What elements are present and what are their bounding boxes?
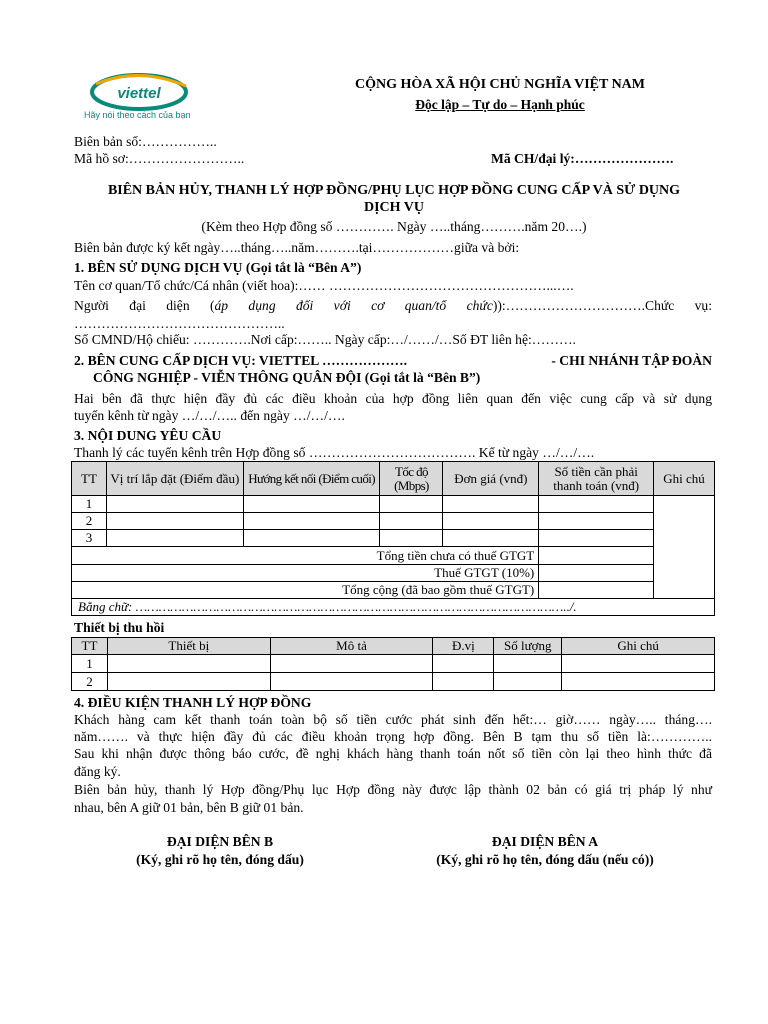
subtotal-row (72, 547, 715, 565)
col-note: Ghi chú (654, 462, 715, 496)
col-start-point: Vị trí lắp đặt (Điểm đầu) (106, 462, 243, 496)
equipment-table (71, 637, 715, 691)
total-value[interactable] (539, 582, 654, 599)
subtotal-value[interactable] (539, 547, 654, 565)
viettel-logo (84, 70, 204, 128)
record-number: Biên bản số:…………….. (74, 134, 217, 149)
vat-row (72, 565, 715, 582)
col-unit-price: Đơn giá (vnđ) (443, 462, 539, 496)
section2-heading-b: - CHI NHÁNH TẬP ĐOÀN (551, 353, 712, 368)
row-number: 1 (72, 655, 108, 673)
cell-price[interactable] (443, 530, 539, 547)
cell-unit[interactable] (433, 673, 494, 691)
section4-p1a: Khách hàng cam kết thanh toán toàn bộ số tiền cước phát sinh đến hết:… giờ…… ngày….. tháng…. (74, 712, 712, 727)
cell-device[interactable] (107, 655, 270, 673)
cell-speed[interactable] (380, 513, 443, 530)
rep-italic-note: áp dụng đối với cơ quan/tổ chức (214, 298, 493, 313)
cell-amount[interactable] (539, 496, 654, 513)
doc-title-line1: BIÊN BẢN HỦY, THANH LÝ HỢP ĐỒNG/PHỤ LỤC HỢP ĐỒNG CUNG CẤP VÀ SỬ DỤNG (107, 183, 681, 198)
logo-brand-text: viettel (117, 85, 161, 102)
national-motto: Độc lập – Tự do – Hạnh phúc (415, 97, 585, 112)
cell-start[interactable] (106, 496, 243, 513)
cell-device[interactable] (107, 673, 270, 691)
cell-description[interactable] (270, 673, 433, 691)
rep-position: )):………………………….Chức vụ: (492, 298, 712, 313)
cell-quantity[interactable] (494, 673, 562, 691)
sign-b-title: ĐẠI DIỆN BÊN B (166, 834, 274, 849)
section3-heading: 3. NỘI DUNG YÊU CẦU (74, 428, 222, 443)
sign-b-note: (Ký, ghi rõ họ tên, đóng dấu) (136, 852, 304, 867)
cell-note[interactable] (562, 673, 715, 691)
section4-p1c: Sau khi nhận được thông báo cước, đề nghị khách hàng thanh toán nốt số tiền còn lại theo hình thức đã (74, 746, 712, 761)
logo-tagline: Hãy nói theo cách của bạn (84, 110, 191, 120)
col-end-point: Hướng kết nối (Điểm cuối) (243, 462, 380, 496)
table-row (72, 655, 715, 673)
table-row (72, 513, 715, 530)
cell-price[interactable] (443, 496, 539, 513)
section4-p1d: đăng ký. (74, 764, 121, 779)
table-row (72, 673, 715, 691)
table-row (72, 530, 715, 547)
row-number: 2 (72, 513, 107, 530)
equipment-table-header (72, 638, 715, 655)
vat-label: Thuế GTGT (10%) (72, 565, 539, 582)
row-number: 2 (72, 673, 108, 691)
national-header: CỘNG HÒA XÃ HỘI CHỦ NGHĨA VIỆT NAM (354, 77, 645, 92)
equipment-title: Thiết bị thu hồi (74, 620, 165, 635)
section2-heading-c: CÔNG NGHIỆP - VIỄN THÔNG QUÂN ĐỘI (Gọi tắt là “Bên B”) (93, 370, 481, 385)
vat-value[interactable] (539, 565, 654, 582)
cell-end[interactable] (243, 496, 380, 513)
col-note: Ghi chú (562, 638, 715, 655)
dossier-code: Mã hồ sơ:…………………….. (74, 151, 245, 166)
col-description: Mô tả (270, 638, 433, 655)
cell-price[interactable] (443, 513, 539, 530)
section1-heading: 1. BÊN SỬ DỤNG DỊCH VỤ (Gọi tắt là “Bên A”) (74, 260, 362, 275)
cell-amount[interactable] (539, 530, 654, 547)
row-number: 3 (72, 530, 107, 547)
cell-unit[interactable] (433, 655, 494, 673)
cell-speed[interactable] (380, 530, 443, 547)
cell-amount[interactable] (539, 513, 654, 530)
section4-p2b: nhau, bên A giữ 01 bản, bên B giữ 01 bản. (74, 800, 304, 815)
party-a-org: Tên cơ quan/Tổ chức/Cá nhân (viết hoa):…… …………………………………………...…. (74, 278, 574, 293)
section3-intro: Thanh lý các tuyến kênh trên Hợp đồng số ………………………………. Kể từ ngày …/…/…. (74, 445, 595, 460)
section4-heading: 4. ĐIỀU KIỆN THANH LÝ HỢP ĐỒNG (74, 695, 312, 710)
col-speed: Tốc độ (Mbps) (380, 462, 443, 496)
col-amount: Số tiền cần phải thanh toán (vnđ) (539, 462, 654, 496)
sign-a-note: (Ký, ghi rõ họ tên, đóng dấu (nếu có)) (436, 852, 654, 867)
cell-note[interactable] (654, 496, 715, 599)
section4-p1b: năm……. và thực hiện đầy đủ các điều khoản trọng hợp đồng. Bên B tạm thu số tiền là:………….. (74, 729, 712, 744)
sign-a-title: ĐẠI DIỆN BÊN A (491, 834, 599, 849)
table-row (72, 496, 715, 513)
col-tt: TT (72, 638, 108, 655)
cell-speed[interactable] (380, 496, 443, 513)
total-row (72, 582, 715, 599)
cell-start[interactable] (106, 530, 243, 547)
row-number: 1 (72, 496, 107, 513)
section2-para-a: Hai bên đã thực hiện đầy đủ các điều khoản của hợp đồng liên quan đến việc cung cấp và sử dụng (74, 391, 712, 406)
channel-table-header (72, 462, 715, 496)
section2-heading-a: 2. BÊN CUNG CẤP DỊCH VỤ: VIETTEL ………………. (74, 353, 407, 368)
col-device: Thiết bị (107, 638, 270, 655)
section4-p2a: Biên bản hủy, thanh lý Hợp đồng/Phụ lục Hợp đồng này được lập thành 02 bản có giá trị pháp lý như (74, 782, 712, 797)
doc-subtitle: (Kèm theo Hợp đồng số …………. Ngày …..tháng……….năm 20….) (201, 219, 587, 234)
amount-in-words-row (72, 599, 715, 616)
agent-code: Mã CH/đại lý:…………………. (491, 151, 674, 166)
party-a-rep-cont: ……………………………………….. (74, 316, 285, 331)
col-quantity: Số lượng (494, 638, 562, 655)
cell-quantity[interactable] (494, 655, 562, 673)
amount-in-words: Bằng chữ: …………………………………………………………………………………………………../. (72, 599, 715, 616)
subtotal-label: Tổng tiền chưa có thuế GTGT (72, 547, 539, 565)
rep-label: Người đại diện ( (74, 298, 215, 313)
doc-title-line2: DỊCH VỤ (363, 200, 425, 215)
channel-table (71, 461, 715, 616)
cell-note[interactable] (562, 655, 715, 673)
party-a-id: Số CMND/Hộ chiếu: ………….Nơi cấp:…….. Ngày cấp:…/……/…Số ĐT liên hệ:………. (74, 332, 576, 347)
cell-end[interactable] (243, 513, 380, 530)
col-tt: TT (72, 462, 107, 496)
cell-end[interactable] (243, 530, 380, 547)
intro-line: Biên bản được ký kết ngày…..tháng…..năm……….tại………………giữa và bởi: (74, 240, 520, 255)
party-a-rep (74, 297, 712, 314)
col-unit: Đ.vị (433, 638, 494, 655)
cell-start[interactable] (106, 513, 243, 530)
total-label: Tổng cộng (đã bao gồm thuế GTGT) (72, 582, 539, 599)
cell-description[interactable] (270, 655, 433, 673)
section2-para-b: tuyến kênh từ ngày …/…/….. đến ngày …/…/…. (74, 408, 345, 423)
